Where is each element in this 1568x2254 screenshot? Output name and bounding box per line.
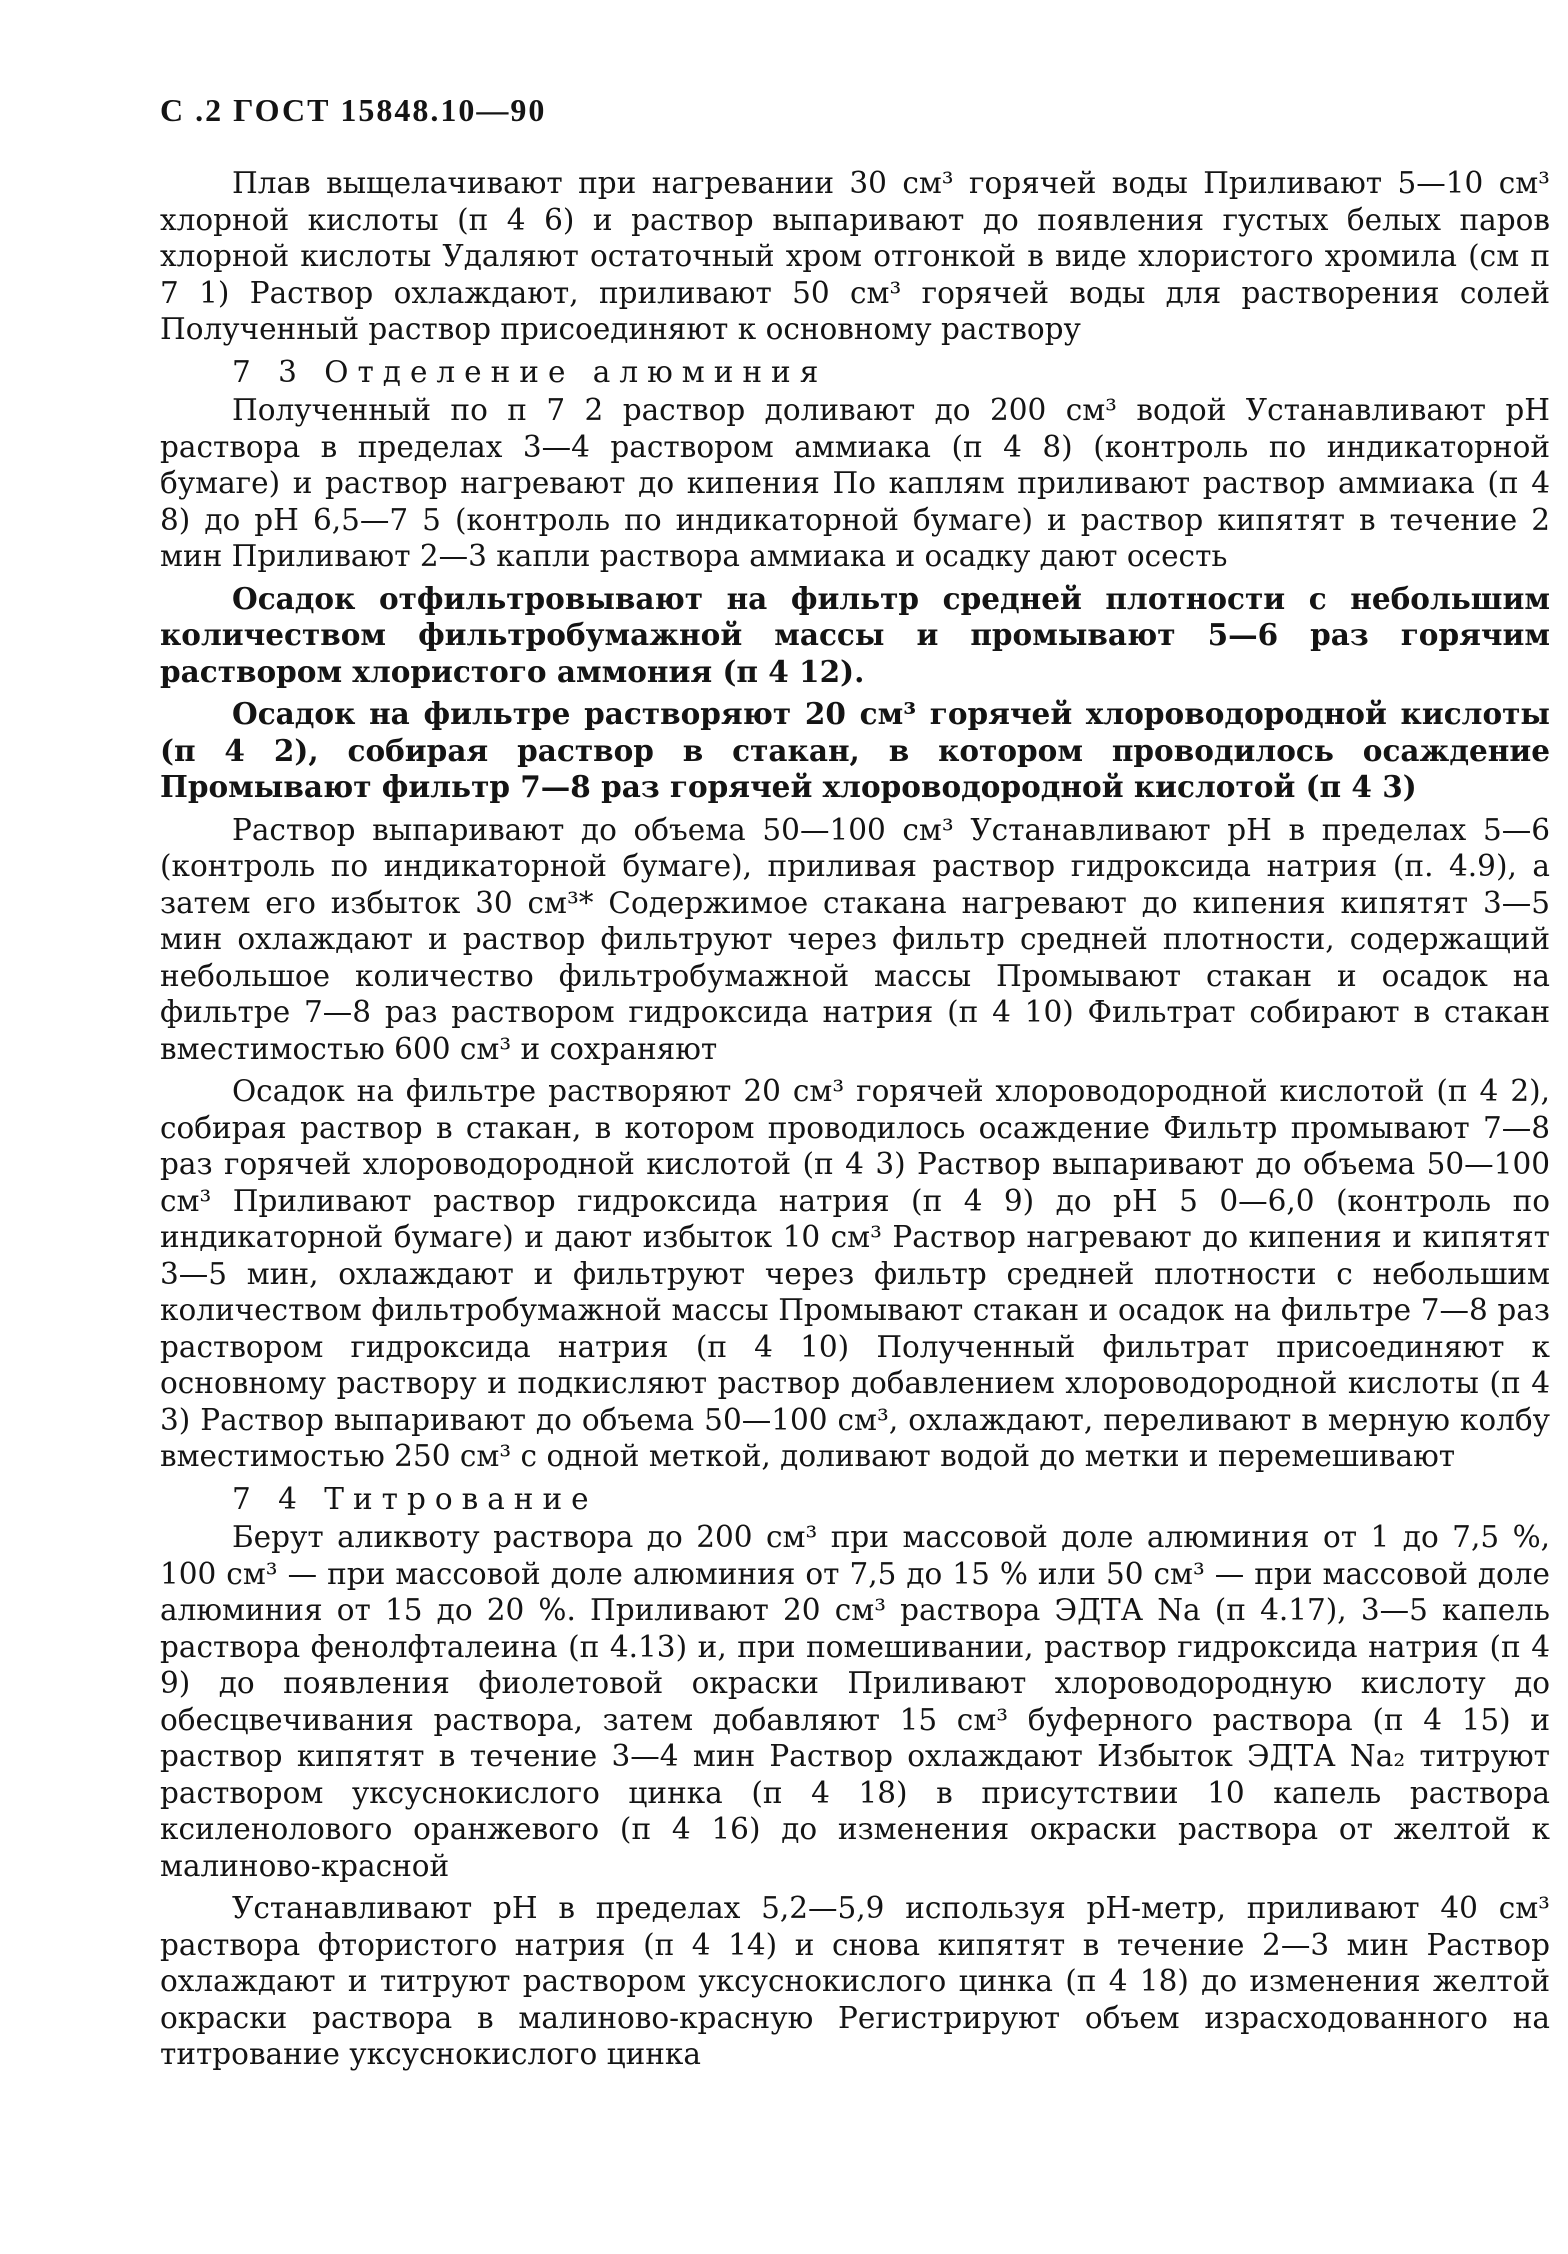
page-header: С .2 ГОСТ 15848.10—90 [160,92,547,128]
document-page [160,92,1550,2073]
paragraph-filter-precipitate: Осадок отфильтровывают на фильтр средней плотности с небольшим количеством фильтробумажной массы и промывают 5—6 раз горячим раствором хлористого аммония (п 4 12). [160,580,1550,689]
paragraph-dissolve-precipitate: Осадок на фильтре растворяют 20 см³ горячей хлороводородной кислоты (п 4 2), собирая раствор в стакан, в котором проводилось осаждение Промывают фильтр 7—8 раз горячей хлороводородной кислотой (п 4 3) [160,696,1550,804]
paragraph-evaporate-solution: Раствор выпаривают до объема 50—100 см³ Устанавливают pH в пределах 5—6 (контроль по индикаторной бумаге), приливая раствор гидроксида натрия (п. 4.9), а затем его избыток 30 см³* Содержимое стакана нагревают до кипения кипятят 3—5 мин охлаждают и раствор фильтруют через фильтр средней плотности, содержащий небольшое количество фильтробумажной массы Промывают стакан и осадок на фильтре 7—8 раз раствором гидроксида натрия (п 4 10) Фильтрат собирают в стакан вместимостью 600 см³ и сохраняют [160,812,1550,1066]
paragraph-ph-adjust-titrate: Устанавливают pH в пределах 5,2—5,9 используя pH-метр, приливают 40 см³ раствора фтористого натрия (п 4 14) и снова кипятят в течение 2—3 мин Раствор охлаждают и титруют раствором уксуснокислого цинка (п 4 18) до изменения желтой окраски раствора в малиново-красную Регистрируют объем израсходованного на титрование уксуснокислого цинка [160,1891,1550,2071]
section-heading-7-4: 7 4 Титрование [232,1481,598,1516]
paragraph-aliquot-titration: Берут аликвоту раствора до 200 см³ при массовой доле алюминия от 1 до 7,5 %, 100 см³ — при массовой доле алюминия от 7,5 до 15 % или 50 см³ — при массовой доле алюминия от 15 до 20 %. Приливают 20 см³ раствора ЭДТА Na (п 4.17), 3—5 капель раствора фенолфталеина (п 4.13) и, при помешивании, раствор гидроксида натрия (п 4 9) до появления фиолетовой окраски Приливают хлороводородную кислоту до обесцвечивания раствора, затем добавляют 15 см³ буферного раствора (п 4 15) и раствор кипятят в течение 3—4 мин Раствор охлаждают Избыток ЭДТА Na₂ титруют раствором уксуснокислого цинка (п 4 18) в присутствии 10 капель раствора ксиленолового оранжевого (п 4 16) до изменения окраски раствора от желтой к малиново-красной [160,1520,1550,1883]
paragraph-repeat-dissolution: Осадок на фильтре растворяют 20 см³ горячей хлороводородной кислотой (п 4 2), собирая раствор в стакан, в котором проводилось осаждение Фильтр промывают 7—8 раз горячей хлороводородной кислотой (п 4 3) Раствор выпаривают до объема 50—100 см³ Приливают раствор гидроксида натрия (п 4 9) до pH 5 0—6,0 (контроль по индикаторной бумаге) и дают избыток 10 см³ Раствор нагревают до кипения и кипятят 3—5 мин, охлаждают и фильтруют через фильтр средней плотности с небольшим количеством фильтробумажной массы Промывают стакан и осадок на фильтре 7—8 раз раствором гидроксида натрия (п 4 10) Полученный фильтрат присоединяют к основному раствору и подкисляют раствор добавлением хлороводородной кислоты (п 4 3) Раствор выпаривают до объема 50—100 см³, охлаждают, переливают в мерную колбу вместимостью 250 см³ с одной меткой, доливают водой до метки и перемешивают [160,1074,1550,1473]
section-heading-7-3: 7 3 Отделение алюминия [232,354,828,389]
paragraph-ammonia-ph: Полученный по п 7 2 раствор доливают до 200 см³ водой Устанавливают pH раствора в пределах 3—4 раствором аммиака (п 4 8) (контроль по индикаторной бумаге) и раствор нагревают до кипения По каплям приливают раствор аммиака (п 4 8) до pH 6,5—7 5 (контроль по индикаторной бумаге) и раствор кипятят в течение 2 мин Приливают 2—3 капли раствора аммиака и осадку дают осесть [160,393,1550,573]
paragraph-leaching: Плав выщелачивают при нагревании 30 см³ горячей воды Приливают 5—10 см³ хлорной кислоты (п 4 6) и раствор выпаривают до появления густых белых паров хлорной кислоты Удаляют остаточный хром отгонкой в виде хлористого хромила (см п 7 1) Раствор охлаждают, приливают 50 см³ горячей воды для растворения солей Полученный раствор присоединяют к основному раствору [160,166,1550,346]
